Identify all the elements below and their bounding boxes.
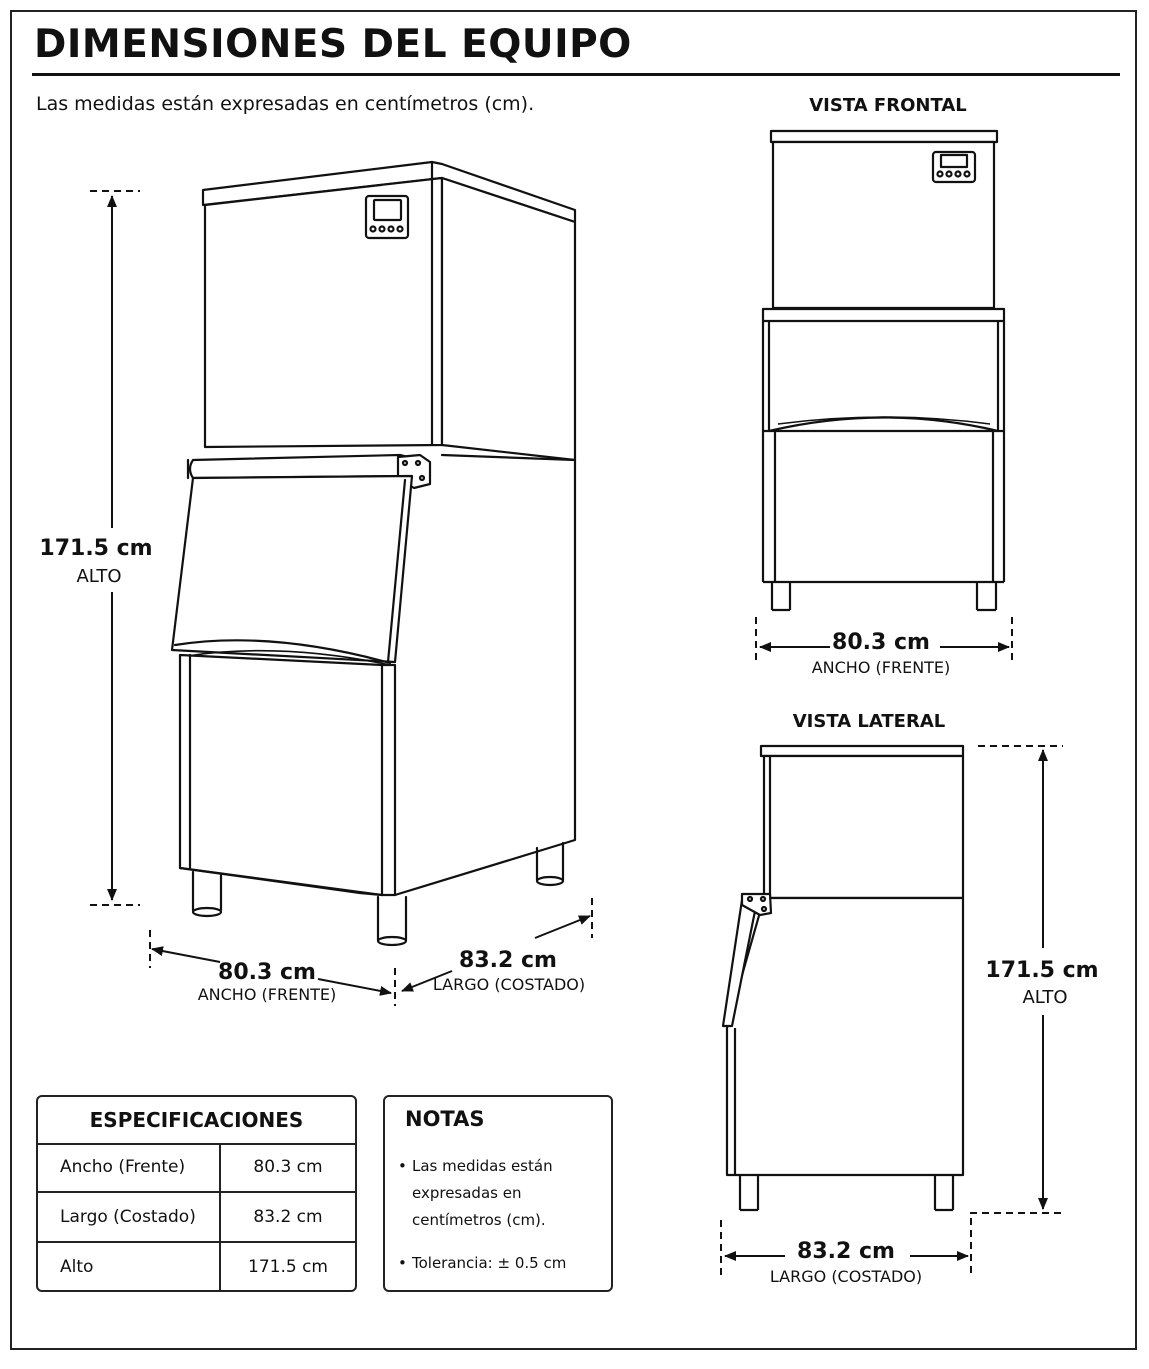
perspective-height-label: ALTO xyxy=(76,566,122,587)
side-depth-value: 83.2 cm xyxy=(797,1239,895,1264)
perspective-depth-value: 83.2 cm xyxy=(459,948,557,973)
front-view-machine-drawing xyxy=(763,131,1004,610)
list-item: • Las medidas están expresadas en centímetros (cm). xyxy=(395,1153,607,1234)
side-view-machine-drawing xyxy=(723,746,963,1210)
table-row xyxy=(38,1192,355,1242)
spec-value: 83.2 cm xyxy=(220,1192,355,1242)
front-width-label: ANCHO (FRENTE) xyxy=(811,658,951,677)
perspective-height-value: 171.5 cm xyxy=(39,536,153,561)
spec-label: Ancho (Frente) xyxy=(38,1143,220,1192)
perspective-machine-drawing xyxy=(172,162,575,945)
front-width-value: 80.3 cm xyxy=(832,630,930,655)
perspective-depth-label: LARGO (COSTADO) xyxy=(432,975,586,994)
notes-panel xyxy=(383,1095,613,1292)
notes-list xyxy=(395,1153,607,1293)
side-depth-label: LARGO (COSTADO) xyxy=(769,1267,923,1286)
page-title: DIMENSIONES DEL EQUIPO xyxy=(34,22,632,67)
side-height-label: ALTO xyxy=(1022,987,1068,1008)
units-note: Las medidas están expresadas en centímetros (cm). xyxy=(36,93,535,115)
notes-title: NOTAS xyxy=(405,1107,485,1131)
side-view-title: VISTA LATERAL xyxy=(792,711,946,732)
list-item: • Tolerancia: ± 0.5 cm xyxy=(395,1250,607,1277)
specifications-title: ESPECIFICACIONES xyxy=(38,1097,355,1145)
specifications-panel xyxy=(36,1095,357,1292)
table-row xyxy=(38,1242,355,1291)
spec-value: 171.5 cm xyxy=(248,1257,328,1277)
spec-label: Alto xyxy=(38,1242,220,1291)
spec-label: Largo (Costado) xyxy=(38,1192,220,1242)
perspective-width-label: ANCHO (FRENTE) xyxy=(197,985,337,1004)
specifications-table xyxy=(38,1143,355,1291)
spec-value: 80.3 cm xyxy=(220,1143,355,1192)
front-view-title: VISTA FRONTAL xyxy=(809,95,967,116)
table-row xyxy=(38,1143,355,1192)
side-height-value: 171.5 cm xyxy=(985,958,1099,983)
perspective-width-value: 80.3 cm xyxy=(218,960,316,985)
